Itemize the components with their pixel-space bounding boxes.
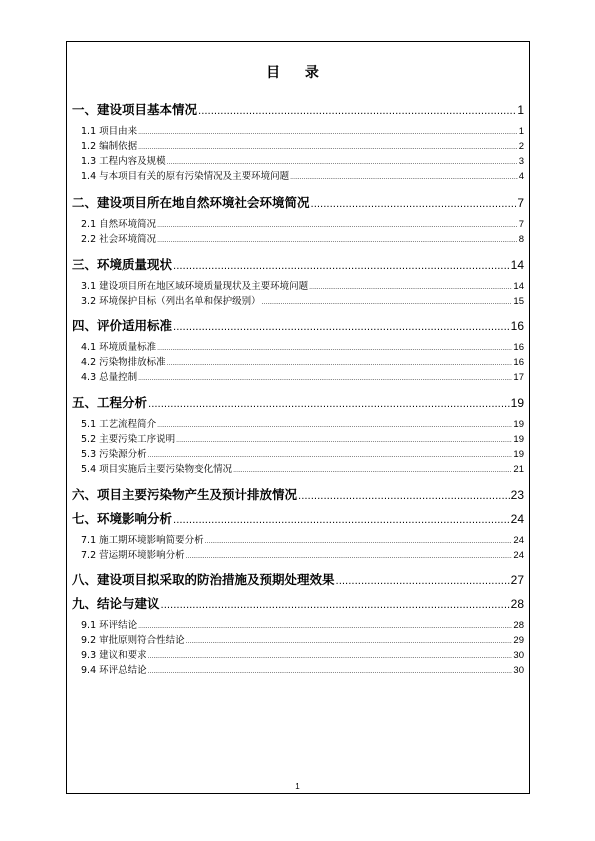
toc-entry-page-number: 4 xyxy=(518,171,524,182)
toc-entry-page-number: 23 xyxy=(510,488,524,502)
toc-entry-label: 5.2 主要污染工序说明 xyxy=(81,434,176,445)
toc-section-entry[interactable] xyxy=(72,461,524,475)
toc-entry-page-number: 7 xyxy=(517,196,524,210)
toc-section-entry[interactable] xyxy=(72,617,524,631)
toc-dot-leader xyxy=(176,437,512,444)
toc-dot-leader xyxy=(290,174,518,181)
toc-chapter-entry[interactable] xyxy=(72,594,524,612)
toc-section-entry[interactable] xyxy=(72,431,524,445)
toc-entry-page-number: 1 xyxy=(517,103,524,117)
toc-section-entry[interactable] xyxy=(72,278,524,292)
toc-entry-page-number: 3 xyxy=(518,156,524,167)
toc-entry-page-number: 30 xyxy=(513,650,524,661)
toc-dot-leader xyxy=(161,600,510,611)
toc-section-entry[interactable] xyxy=(72,123,524,137)
toc-chapter-entry[interactable] xyxy=(72,570,524,588)
toc-entry-label: 4.2 污染物排放标准 xyxy=(81,357,166,368)
toc-entry-label: 9.3 建议和要求 xyxy=(81,650,147,661)
toc-entry-page-number: 19 xyxy=(510,396,524,410)
toc-entry-label: 二、建设项目所在地自然环境社会环境简况 xyxy=(72,195,310,210)
toc-section-entry[interactable] xyxy=(72,547,524,561)
toc-entry-label: 1.2 编制依据 xyxy=(81,141,138,152)
toc-dot-leader xyxy=(186,638,513,645)
toc-chapter-entry[interactable] xyxy=(72,255,524,273)
toc-chapter-entry[interactable] xyxy=(72,509,524,527)
toc-entry-label: 四、评价适用标准 xyxy=(72,318,173,333)
toc-dot-leader xyxy=(157,222,518,229)
toc-dot-leader xyxy=(148,452,513,459)
toc-dot-leader xyxy=(138,144,518,151)
toc-entry-page-number: 16 xyxy=(513,342,524,353)
toc-section-entry[interactable] xyxy=(72,416,524,430)
toc-entry-page-number: 21 xyxy=(513,464,524,475)
toc-entry-label: 4.3 总量控制 xyxy=(81,372,138,383)
toc-dot-leader xyxy=(336,576,510,587)
toc-entry-label: 五、工程分析 xyxy=(72,395,148,410)
toc-entry-label: 八、建设项目拟采取的防治措施及预期处理效果 xyxy=(72,572,335,587)
toc-section-entry[interactable] xyxy=(72,369,524,383)
toc-section-entry[interactable] xyxy=(72,532,524,546)
toc-section-entry[interactable] xyxy=(72,446,524,460)
toc-entry-label: 9.2 审批原则符合性结论 xyxy=(81,635,185,646)
toc-section-entry[interactable] xyxy=(72,662,524,676)
toc-entry-page-number: 24 xyxy=(513,535,524,546)
toc-entry-page-number: 28 xyxy=(510,597,524,611)
toc-entry-page-number: 19 xyxy=(513,434,524,445)
toc-entry-page-number: 17 xyxy=(513,372,524,383)
toc-section-entry[interactable] xyxy=(72,339,524,353)
toc-chapter-entry[interactable] xyxy=(72,485,524,503)
toc-dot-leader xyxy=(173,515,510,526)
toc-entry-label: 3.1 建设项目所在地区域环境质量现状及主要环境问题 xyxy=(81,281,309,292)
toc-entry-page-number: 27 xyxy=(510,573,524,587)
toc-entry-page-number: 7 xyxy=(518,219,524,230)
toc-section-entry[interactable] xyxy=(72,231,524,245)
toc-dot-leader xyxy=(186,553,513,560)
toc-entry-label: 六、项目主要污染物产生及预计排放情况 xyxy=(72,487,298,502)
toc-dot-leader xyxy=(138,375,512,382)
toc-dot-leader xyxy=(148,653,513,660)
toc-entry-page-number: 30 xyxy=(513,665,524,676)
toc-section-entry[interactable] xyxy=(72,647,524,661)
toc-entry-label: 1.1 项目由来 xyxy=(81,126,138,137)
toc-section-entry[interactable] xyxy=(72,153,524,167)
toc-dot-leader xyxy=(138,623,512,630)
toc-section-entry[interactable] xyxy=(72,216,524,230)
toc-entry-page-number: 15 xyxy=(513,296,524,307)
toc-entry-page-number: 14 xyxy=(513,281,524,292)
toc-entry-label: 2.2 社会环境简况 xyxy=(81,234,157,245)
toc-dot-leader xyxy=(157,345,512,352)
page-title: 目 录 xyxy=(266,65,329,81)
toc-dot-leader xyxy=(138,129,518,136)
toc-dot-leader xyxy=(157,422,512,429)
toc-section-entry[interactable] xyxy=(72,138,524,152)
toc-entry-label: 一、建设项目基本情况 xyxy=(72,102,198,117)
toc-section-entry[interactable] xyxy=(72,168,524,182)
toc-entry-page-number: 28 xyxy=(513,620,524,631)
toc-entry-label: 5.4 项目实施后主要污染物变化情况 xyxy=(81,464,233,475)
toc-entry-page-number: 8 xyxy=(518,234,524,245)
toc-dot-leader xyxy=(167,360,513,367)
toc-entry-label: 9.4 环评总结论 xyxy=(81,665,147,676)
toc-entry-page-number: 14 xyxy=(510,258,524,272)
toc-dot-leader xyxy=(157,237,518,244)
toc-entry-page-number: 29 xyxy=(513,635,524,646)
toc-entry-label: 7.2 营运期环境影响分析 xyxy=(81,550,185,561)
toc-section-entry[interactable] xyxy=(72,293,524,307)
toc-entry-label: 3.2 环境保护目标（列出名单和保护级别） xyxy=(81,296,261,307)
toc-entry-page-number: 1 xyxy=(518,126,524,137)
toc-dot-leader xyxy=(309,284,512,291)
toc-entry-label: 2.1 自然环境简况 xyxy=(81,219,157,230)
toc-chapter-entry[interactable] xyxy=(72,316,524,334)
toc-entry-label: 7.1 施工期环境影响简要分析 xyxy=(81,535,204,546)
toc-chapter-entry[interactable] xyxy=(72,193,524,211)
toc-entry-page-number: 16 xyxy=(510,319,524,333)
toc-entry-page-number: 2 xyxy=(518,141,524,152)
toc-entry-label: 5.3 污染源分析 xyxy=(81,449,147,460)
toc-chapter-entry[interactable] xyxy=(72,100,524,118)
toc-section-entry[interactable] xyxy=(72,632,524,646)
toc-entry-page-number: 16 xyxy=(513,357,524,368)
toc-entry-label: 七、环境影响分析 xyxy=(72,511,173,526)
toc-dot-leader xyxy=(148,399,510,410)
toc-dot-leader xyxy=(262,299,513,306)
toc-entry-page-number: 19 xyxy=(513,419,524,430)
toc-dot-leader xyxy=(173,322,510,333)
toc-entry-label: 5.1 工艺流程简介 xyxy=(81,419,157,430)
toc-dot-leader xyxy=(148,668,513,675)
toc-section-entry[interactable] xyxy=(72,354,524,368)
toc-entry-label: 9.1 环评结论 xyxy=(81,620,138,631)
page-number: 1 xyxy=(295,782,300,791)
toc-entry-page-number: 24 xyxy=(513,550,524,561)
toc-entry-label: 1.4 与本项目有关的原有污染情况及主要环境问题 xyxy=(81,171,290,182)
toc-dot-leader xyxy=(233,467,512,474)
toc-entry-page-number: 19 xyxy=(513,449,524,460)
toc-entry-label: 1.3 工程内容及规模 xyxy=(81,156,166,167)
toc-dot-leader xyxy=(311,199,517,210)
toc-entry-label: 九、结论与建议 xyxy=(72,596,160,611)
toc-entry-label: 三、环境质量现状 xyxy=(72,257,173,272)
toc-dot-leader xyxy=(205,538,513,545)
toc-chapter-entry[interactable] xyxy=(72,393,524,411)
toc-dot-leader xyxy=(198,106,516,117)
toc-dot-leader xyxy=(298,491,510,502)
toc-dot-leader xyxy=(173,261,510,272)
toc-dot-leader xyxy=(167,159,518,166)
toc-entry-label: 4.1 环境质量标准 xyxy=(81,342,157,353)
toc-entry-page-number: 24 xyxy=(510,512,524,526)
